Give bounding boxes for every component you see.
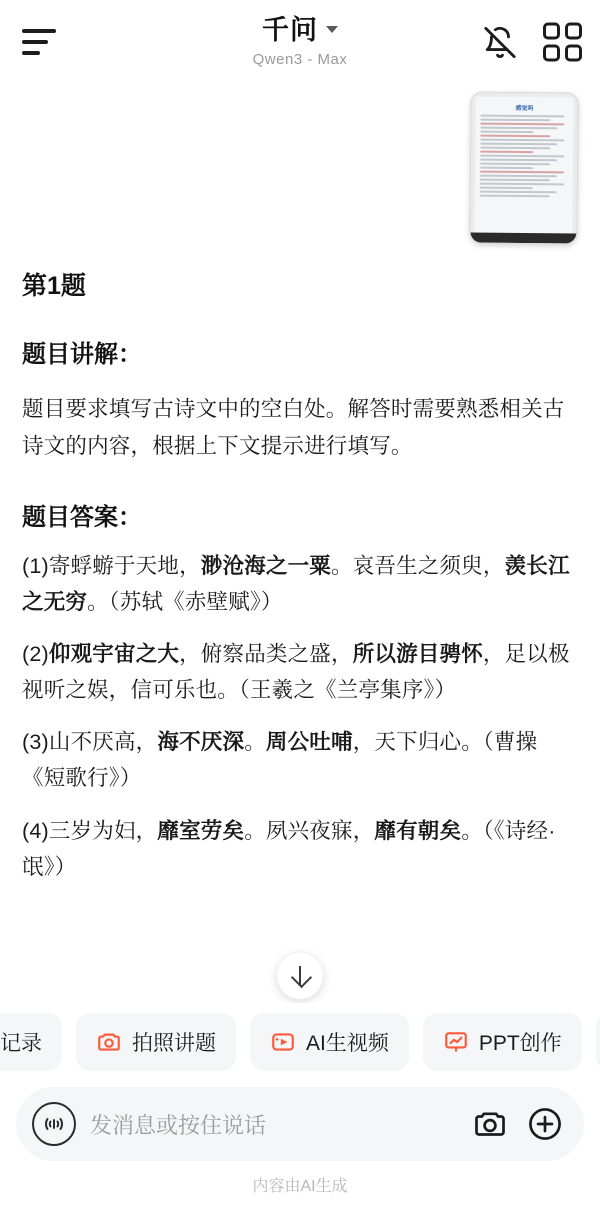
header-actions [483, 23, 582, 62]
chevron-down-icon[interactable] [326, 26, 338, 33]
hamburger-icon[interactable] [22, 22, 62, 62]
answer-blank: 羡长江之无穷 [22, 553, 570, 615]
answer-text: 。哀吾生之须臾， [330, 553, 505, 578]
answer-text: ，天下归心。（曹操《短歌行》） [22, 730, 538, 791]
question-heading: 第1题 [22, 272, 86, 300]
bell-off-icon[interactable] [483, 25, 517, 59]
chip-label: AI生视频 [306, 1032, 389, 1055]
thumbnail-paper-title: 感觉吗 [515, 105, 534, 113]
message-input-bar[interactable] [16, 1087, 584, 1161]
voice-wave-icon[interactable] [32, 1102, 76, 1146]
answer-blank: 靡有朝矣 [374, 818, 462, 843]
chip-label: 记录 [0, 1032, 42, 1055]
chip-label: 拍照讲题 [132, 1032, 216, 1055]
plus-icon[interactable] [526, 1105, 564, 1143]
presentation-icon [443, 1029, 469, 1055]
model-selector[interactable] [262, 8, 338, 47]
answer-list [22, 548, 578, 885]
composer-actions [472, 1105, 564, 1143]
composer [0, 1079, 600, 1161]
answer-text: 。夙兴夜寐， [244, 818, 375, 843]
model-name: Qwen3 - Max [252, 51, 348, 68]
answer-text: ，俯察品类之盛， [179, 642, 353, 667]
answer-text: (1)寄蜉蝣于天地， [22, 553, 201, 578]
answer-text: (3)山不厌高， [22, 730, 158, 755]
answer-text: (4)三岁为妇， [22, 818, 158, 843]
answer-blank: 靡室劳矣 [157, 818, 245, 843]
chip-拍照讲题[interactable] [76, 1013, 236, 1071]
answer-line [22, 813, 578, 885]
answer-blank: 所以游目骋怀 [352, 642, 483, 667]
camera-icon[interactable] [472, 1106, 508, 1142]
search-input[interactable]: 发消息或按住说话 [90, 1112, 267, 1138]
answer-text: ，足以极视听之娱，信可乐也。（王羲之《兰亭集序》） [22, 642, 570, 703]
grid-apps-icon[interactable] [543, 23, 582, 62]
homework-photo-thumbnail[interactable] [469, 92, 578, 245]
answer-text: 。（苏轼《赤壁赋》） [87, 590, 283, 615]
answer-text: 。 [244, 730, 266, 755]
camera-icon [96, 1029, 122, 1055]
app-header [0, 0, 600, 84]
thumbnail-footer-bar [470, 233, 576, 244]
explanation-heading: 题目讲解： [22, 341, 142, 368]
answer-line [22, 548, 578, 620]
page-title: 千问 [262, 15, 318, 45]
answer-text: (2) [22, 642, 49, 667]
answer-line [22, 636, 578, 708]
arrow-down-icon[interactable] [277, 953, 323, 999]
answer-blank: 仰观宇宙之大 [48, 642, 180, 667]
thumbnail-paper [474, 97, 573, 234]
answer-heading: 题目答案： [22, 503, 142, 531]
answer-line [22, 724, 578, 796]
attachment-row [22, 84, 578, 244]
answer-blank: 渺沧海之一粟 [200, 553, 331, 578]
chip-PPT创作[interactable] [423, 1013, 582, 1071]
chip-AI生视频[interactable] [250, 1013, 409, 1071]
video-sparkle-icon [270, 1029, 296, 1055]
chip-magic-wand-icon[interactable] [596, 1013, 600, 1071]
answer-blank: 海不厌深 [157, 730, 245, 755]
chip-记录[interactable] [0, 1013, 62, 1071]
explanation-text: 题目要求填写古诗文中的空白处。解答时需要熟悉相关古诗文的内容，根据上下文提示进行填写。 [22, 397, 565, 458]
chip-label: PPT创作 [478, 1032, 562, 1055]
ai-disclaimer: 内容由AI生成 [252, 1178, 348, 1195]
quick-action-chips[interactable] [0, 1003, 600, 1079]
conversation-body[interactable] [0, 84, 600, 1003]
answer-text: 。（《诗经·氓》） [22, 818, 556, 879]
answer-blank: 周公吐哺 [265, 730, 353, 755]
